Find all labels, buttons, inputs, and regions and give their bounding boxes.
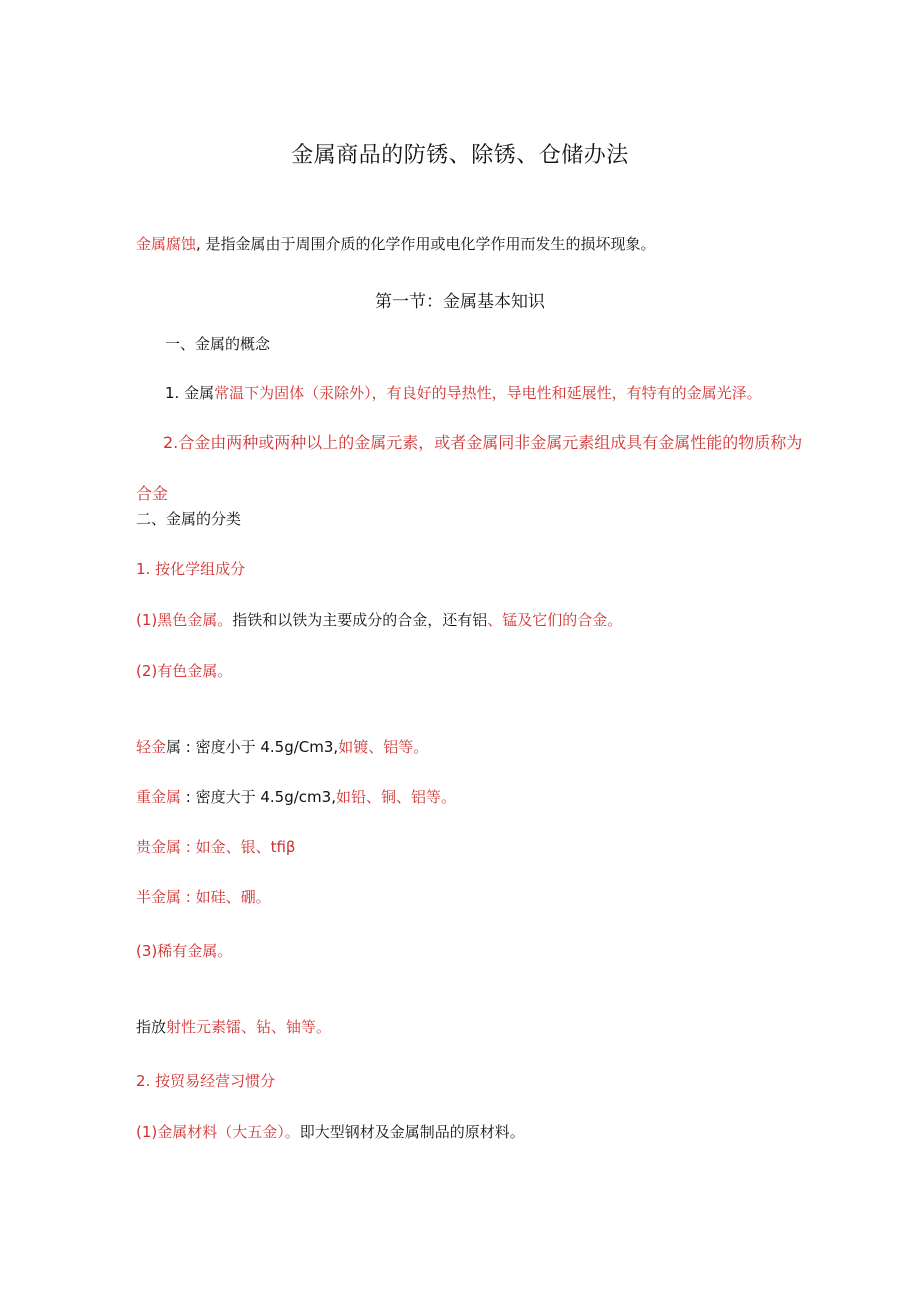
heavy-metal-c: 如铅、铜、铝等。 [335, 788, 456, 806]
colored-metal: (2)有色金属。 [136, 662, 233, 680]
light-metal-b: 属 : 密度小于 4.5g/Cm3, [166, 738, 339, 756]
rare-metal: (3)稀有金属。 [136, 942, 233, 960]
black-metal-tail: 、锰及它们的合金。 [487, 611, 623, 629]
document-title: 金属商品的防锈、除锈、仓储办法 [291, 143, 629, 168]
light-metal-a: 轻金 [136, 738, 167, 756]
light-metal [136, 736, 428, 757]
metal-material-b: 即大型钢材及金属制品的原材料。 [299, 1123, 525, 1141]
concept-item-1 [165, 382, 762, 403]
light-metal-c: 如镀、铝等。 [338, 738, 429, 756]
section-heading: 第一节：金属基本知识 [375, 292, 545, 312]
radioactive-a: 指放 [136, 1018, 167, 1036]
heavy-metal [136, 786, 456, 807]
by-trade-heading: 2. 按贸易经营习惯分 [136, 1072, 276, 1090]
metal-material [136, 1121, 525, 1142]
radioactive-elements [136, 1016, 331, 1037]
black-metal-desc: 指铁和以铁为主要成分的合金，还有铝 [232, 611, 488, 629]
semi-metal: 半金属 : 如硅、硼。 [136, 888, 271, 906]
concept-item-2: 2.合金由两种或两种以上的金属元素，或者金属同非金属元素组成具有金属性能的物质称为 [163, 433, 803, 452]
intro-term: 金属腐蚀 [136, 235, 197, 253]
radioactive-b: 射性元素镭、钻、铀等。 [166, 1018, 332, 1036]
classification-heading: 二、金属的分类 [136, 510, 242, 528]
metal-material-a: (1)金属材料（大五金）。 [136, 1123, 300, 1141]
by-chemistry-heading: 1. 按化学组成分 [136, 560, 246, 578]
concept-item-2-wrap: 合金 [136, 484, 169, 503]
intro-text: , 是指金属由于周围介质的化学作用或电化学作用而发生的损坏现象。 [196, 235, 656, 253]
black-metal [136, 609, 622, 630]
concept-item-1-num: 1. 金属 [165, 384, 215, 402]
concept-heading: 一、金属的概念 [165, 335, 271, 353]
intro-paragraph [136, 233, 656, 254]
heavy-metal-b: : 密度大于 4.5g/cm3, [181, 788, 336, 806]
black-metal-label: (1)黑色金属。 [136, 611, 233, 629]
precious-metal: 贵金属 : 如金、银、tfiβ [136, 838, 296, 856]
concept-item-1-text: 常温下为固体（汞除外），有良好的导热性，导电性和延展性，有特有的金属光泽。 [214, 384, 762, 402]
heavy-metal-a: 重金属 [136, 788, 182, 806]
